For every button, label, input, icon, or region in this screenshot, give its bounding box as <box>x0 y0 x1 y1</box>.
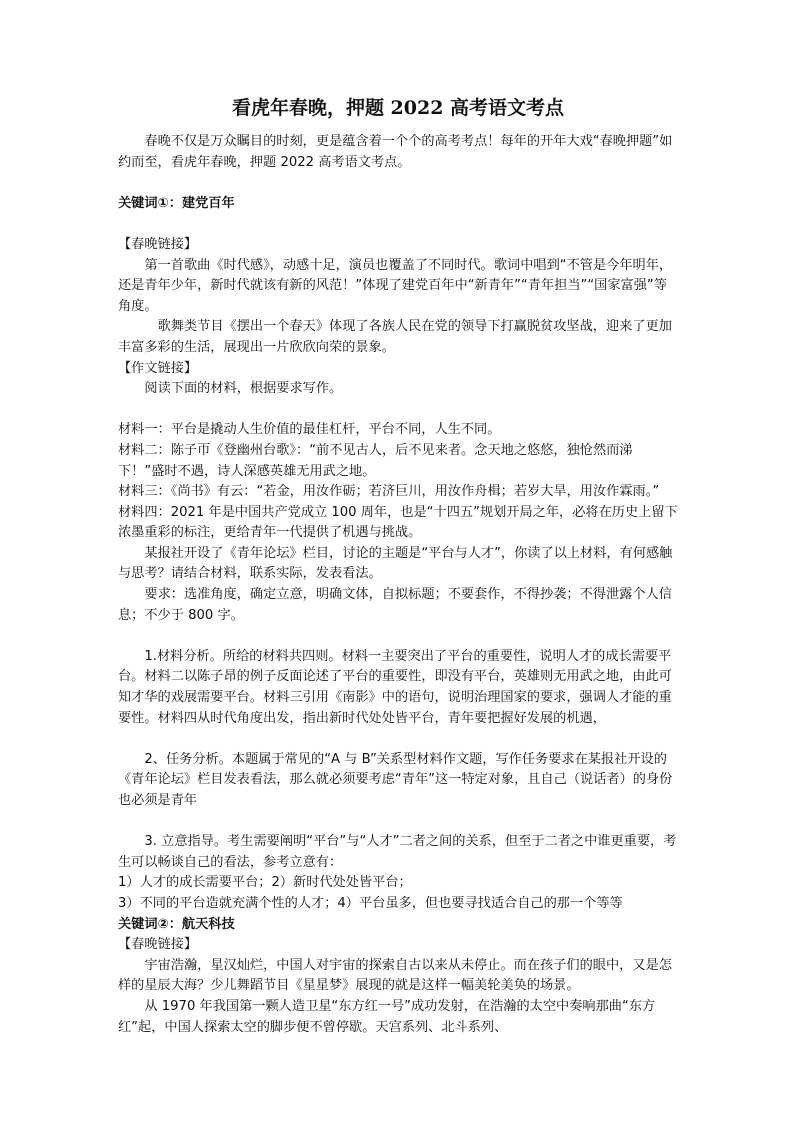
k1-paragraph-1: 第一首歌曲《时代感》，动感十足，演员也覆盖了不同时代。歌词中唱到“不管是今年明年，还是青年少年，新时代就该有新的风范！”体现了建党百年中“新青年”“青年担当”“国家富强”等角度。 <box>118 257 673 314</box>
material-3: 材料三：《尚书》有云：“若金，用汝作砺；若济巨川，用汝作舟楫；若岁大旱，用汝作霖雨。” <box>118 484 660 500</box>
k2-paragraph-2: 从 1970 年我国第一颗人造卫星“东方红一号”成功发射，在浩瀚的太空中奏响那曲“东方红”起，中国人探索太空的脚步便不曾停歇。天宫系列、北斗系列、 <box>118 998 656 1035</box>
k1-paragraph-2: 歌舞类节目《摆出一个春天》体现了各族人民在党的领导下打赢脱贫攻坚战，迎来了更加丰富多彩的生活，展现出一片欣欣向荣的景象。 <box>118 319 672 355</box>
essay-link-label: 【作文链接】 <box>118 360 198 376</box>
analysis-2: 2、任务分析。本题属于常见的“A 与 B”关系型材料作文题，写作任务要求在某报社开设的《青年论坛》栏目发表看法，那么就必须要考虑“青年”这一特定对象，且自己（说话者）的身份也必须是青年 <box>118 751 673 808</box>
intro-paragraph: 春晚不仅是万众瞩目的时刻，更是蕴含着一个个的高考考点！每年的开年大戏“春晚押题”如约而至，看虎年春晚，押题 2022 高考语文考点。 <box>118 134 673 170</box>
analysis-3-line-2: 3）不同的平台造就充满个性的人才；4）平台虽多，但也要寻找适合自己的那一个等等 <box>118 895 623 911</box>
analysis-1: 1.材料分析。所给的材料共四则。材料一主要突出了平台的重要性，说明人才的成长需要平台。材料二以陈子昂的例子反面论述了平台的重要性，即没有平台，英雄则无用武之地，由此可知才华的戏展需要平台。材料三引用《南影》中的语句，说明治理国家的要求，强调人才能的重要性。材料四从时代角度出发，指出新时代处处皆平台，青年要把握好发展的机遇， <box>118 648 672 726</box>
spacer <box>118 214 678 235</box>
newspaper-task: 某报社开设了《青年论坛》栏目，讨论的主题是“平台与人才”，你读了以上材料，有何感触与思考？请结合材料，联系实际，发表看法。 <box>118 545 673 582</box>
material-1: 材料一：平台是撬动人生价值的最佳杠杆，平台不同，人生不同。 <box>118 422 501 438</box>
spring-link-label: 【春晚链接】 <box>118 236 198 252</box>
analysis-3: 3. 立意指导。考生需要阐明“平台”与“人才”二者之间的关系，但至于二者之中谁更重要，考生可以畅谈自己的看法，参考立意有： <box>118 834 677 870</box>
keyword-1-heading: 关键词①：建党百年 <box>118 195 235 211</box>
essay-instruction: 阅读下面的材料，根据要求写作。 <box>144 381 343 397</box>
spacer <box>118 173 678 194</box>
spacer <box>118 812 678 833</box>
spacer <box>118 626 678 647</box>
spacer <box>118 729 678 750</box>
k2-paragraph-1: 宇宙浩瀚，星汉灿烂，中国人对宇宙的探索自古以来从未停止。而在孩子们的眼中，又是怎样的星辰大海？少儿舞蹈节目《星星梦》展现的就是这样一幅美轮美奂的场景。 <box>118 957 672 994</box>
material-2: 材料二：陈子帀《登幽州台歌》：“前不见古人，后不见来者。念天地之悠悠，独怆然而涕下！”盛时不遇，诗人深感英雄无用武之地。 <box>118 442 633 479</box>
spring-link-label: 【春晚链接】 <box>118 937 198 953</box>
material-4: 材料四：2021 年是中国共产党成立 100 周年，也是“十四五”规划开局之年，必将在历史上留下浓墨重彩的标注，更给青年一代提供了机遇与挑战。 <box>118 504 678 541</box>
keyword-2-heading: 关键词②：航天科技 <box>118 916 235 932</box>
spacer <box>118 400 678 421</box>
document-page <box>118 94 678 1038</box>
analysis-3-line-1: 1）人才的成长需要平台；2）新时代处处皆平台； <box>118 875 412 891</box>
page-title: 看虎年春晚，押题 2022 高考语文考点 <box>231 97 565 119</box>
requirements: 要求：选准角度，确定立意，明确文体，自拟标题；不要套作，不得抄袭；不得泄露个人信息；不少于 800 字。 <box>118 587 672 623</box>
